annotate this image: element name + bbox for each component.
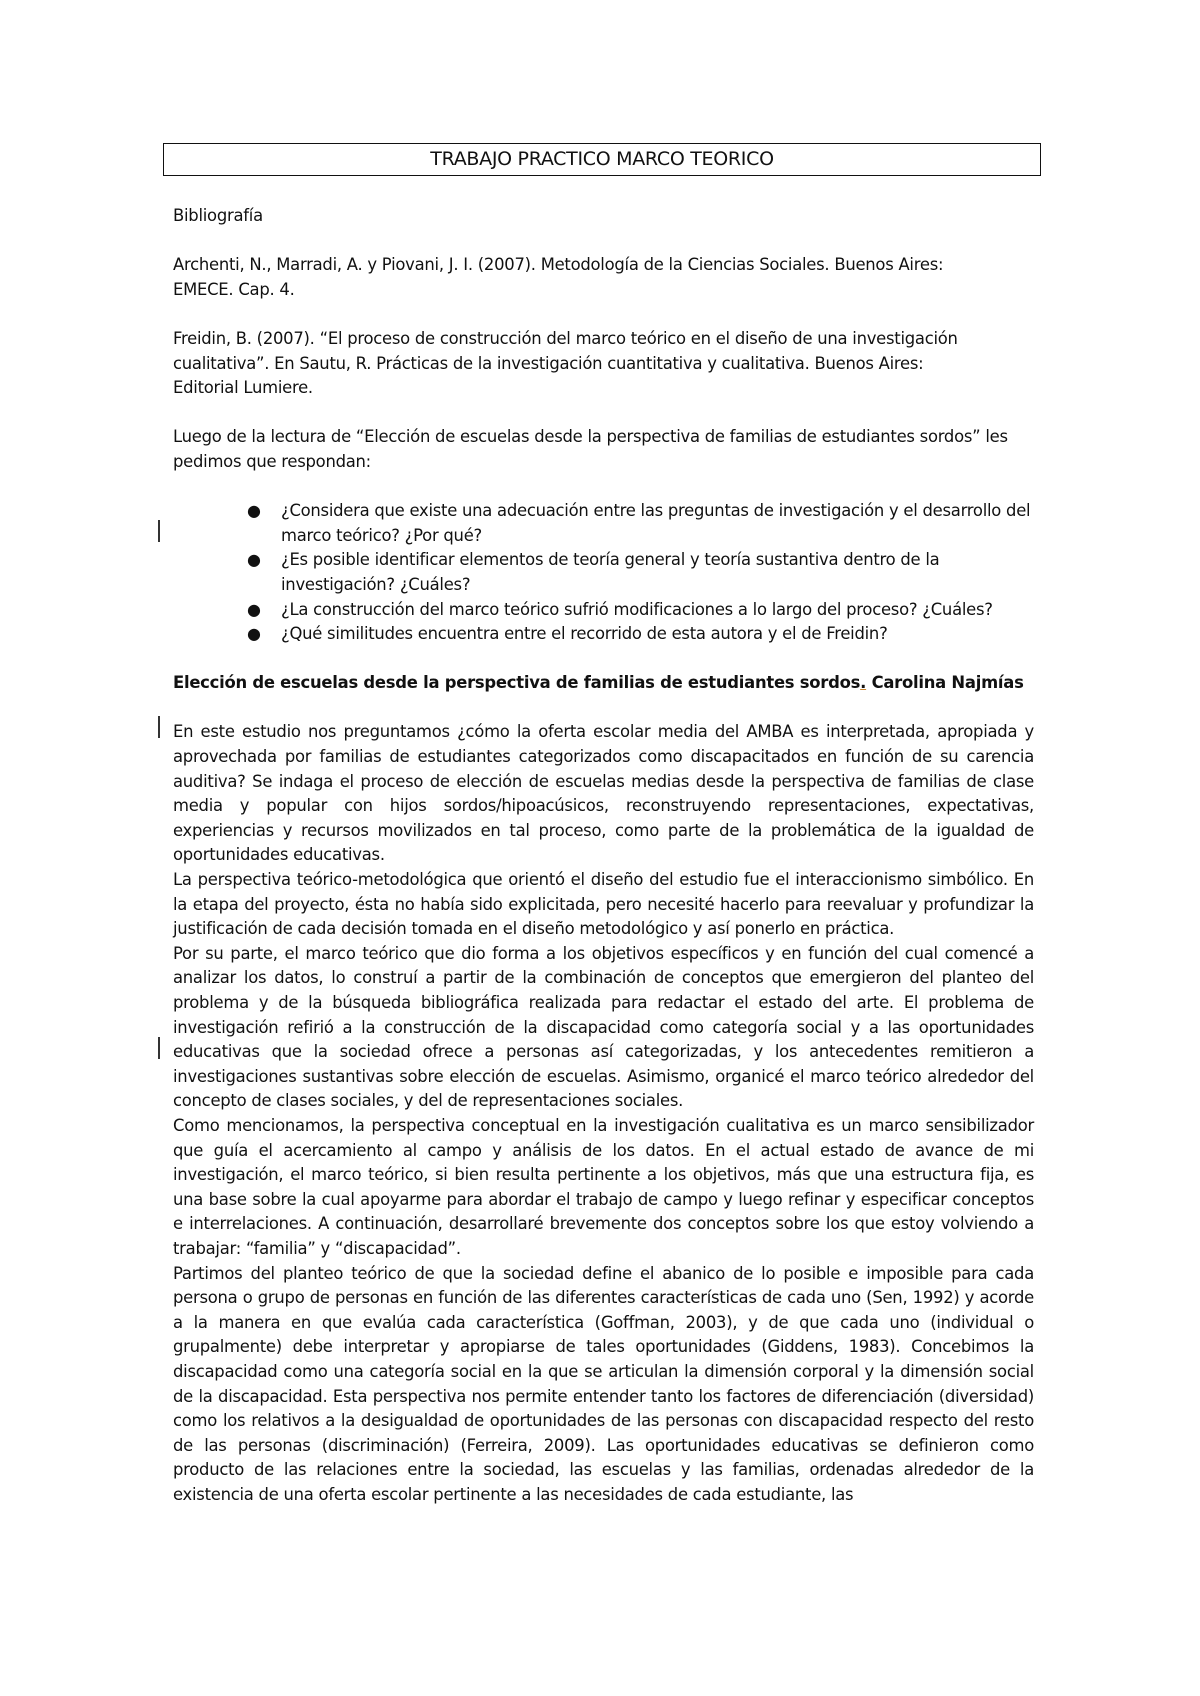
body-paragraph: Por su parte, el marco teórico que dio forma a los objetivos específicos y en función del cual comencé a analizar los datos, lo construí a partir de la combinación de conceptos que emergieron del planteo del problema y de la búsqueda bibliográfica realizada para redactar el estado del arte. El problema de investigación refirió a la construcción de la discapacidad como categoría social y a las oportunidades educativas que la sociedad ofrece a personas así categorizadas, y los antecedentes remitieron a investigaciones sustantivas sobre elección de escuelas. Asimismo, organicé el marco teórico alrededor del concepto de clases sociales, y del de representaciones sociales. <box>173 943 1034 1111</box>
revision-mark <box>158 1037 160 1059</box>
bullet-icon: ● <box>247 624 261 644</box>
section-title-separator: . <box>860 673 867 693</box>
question-text: ¿La construcción del marco teórico sufrió modificaciones a lo largo del proceso? ¿Cuáles? <box>281 599 993 619</box>
section-author: Carolina Najmías <box>866 673 1024 693</box>
list-item <box>247 622 1034 647</box>
body-paragraph: Como mencionamos, la perspectiva conceptual en la investigación cualitativa es un marco sensibilizador que guía el acercamiento al campo y análisis de los datos. En el actual estado de avance de mi investigación, el marco teórico, si bien resulta pertinente a los objetivos, más que una estructura fija, es una base sobre la cual apoyarme para abordar el trabajo de campo y luego refinar y especificar conceptos e interrelaciones. A continuación, desarrollaré brevemente dos conceptos sobre los que estoy volviendo a trabajar: “familia” y “discapacidad”. <box>173 1115 1034 1258</box>
question-text: ¿Es posible identificar elementos de teoría general y teoría sustantiva dentro de la investigación? ¿Cuáles? <box>281 550 940 594</box>
list-item <box>247 598 1034 623</box>
bullet-icon: ● <box>247 501 261 521</box>
bullet-icon: ● <box>247 599 261 619</box>
document-title: TRABAJO PRACTICO MARCO TEORICO <box>163 143 1041 176</box>
question-list <box>173 499 1034 647</box>
body-paragraph: En este estudio nos preguntamos ¿cómo la oferta escolar media del AMBA es interpretada, apropiada y aprovechada por familias de estudiantes categorizados como discapacitados en función de su carencia auditiva? Se indaga el proceso de elección de escuelas medias desde la perspectiva de familias de clase media y popular con hijos sordos/hipoacúsicos, reconstruyendo representaciones, expectativas, experiencias y recursos movilizados en tal proceso, como parte de la problemática de la igualdad de oportunidades educativas. <box>173 722 1034 865</box>
list-item <box>247 499 1034 548</box>
bibliography-heading: Bibliografía <box>173 206 263 225</box>
reference-item: Archenti, N., Marradi, A. y Piovani, J. I. (2007). Metodología de la Ciencias Sociales. Buenos Aires: EMECE. Cap. 4. <box>173 255 944 299</box>
bullet-icon: ● <box>247 550 261 570</box>
revision-mark <box>158 716 160 738</box>
document-body <box>173 204 1034 1507</box>
question-text: ¿Considera que existe una adecuación entre las preguntas de investigación y el desarrollo del marco teórico? ¿Por qué? <box>281 501 1031 545</box>
body-paragraph: La perspectiva teórico-metodológica que orientó el diseño del estudio fue el interaccionismo simbólico. En la etapa del proyecto, ésta no había sido explicitada, pero necesité hacerlo para reevaluar y profundizar la justificación de cada decisión tomada en el diseño metodológico y así ponerlo en práctica. <box>173 870 1034 939</box>
section-title <box>173 671 1034 696</box>
list-item <box>247 548 1034 597</box>
body-paragraph: Partimos del planteo teórico de que la sociedad define el abanico de lo posible e imposible para cada persona o grupo de personas en función de las diferentes características de cada uno (Sen, 1992) y acorde a la manera en que evalúa cada característica (Goffman, 2003), y de que cada uno (individual o grupalmente) debe interpretar y apropiarse de tales oportunidades (Giddens, 1983). Concebimos la discapacidad como una categoría social en la que se articulan la dimensión corporal y la dimensión social de la discapacidad. Esta perspectiva nos permite entender tanto los factores de diferenciación (diversidad) como los relativos a la desigualdad de oportunidades de las personas con discapacidad respecto del resto de las personas (discriminación) (Ferreira, 2009). Las oportunidades educativas se definieron como producto de las relaciones entre la sociedad, las escuelas y las familias, ordenadas alrededor de la existencia de una oferta escolar pertinente a las necesidades de cada estudiante, las <box>173 1263 1034 1504</box>
question-text: ¿Qué similitudes encuentra entre el recorrido de esta autora y el de Freidin? <box>281 624 888 644</box>
instruction-text: Luego de la lectura de “Elección de escuelas desde la perspectiva de familias de estudiantes sordos” les pedimos que respondan: <box>173 427 1008 471</box>
reference-item: Freidin, B. (2007). “El proceso de construcción del marco teórico en el diseño de una investigación cualitativa”. En Sautu, R. Prácticas de la investigación cuantitativa y cualitativa. Buenos Aires: Editorial Lumiere. <box>173 328 958 398</box>
section-title-text: Elección de escuelas desde la perspectiva de familias de estudiantes sordos <box>173 673 861 693</box>
revision-mark <box>158 520 160 542</box>
